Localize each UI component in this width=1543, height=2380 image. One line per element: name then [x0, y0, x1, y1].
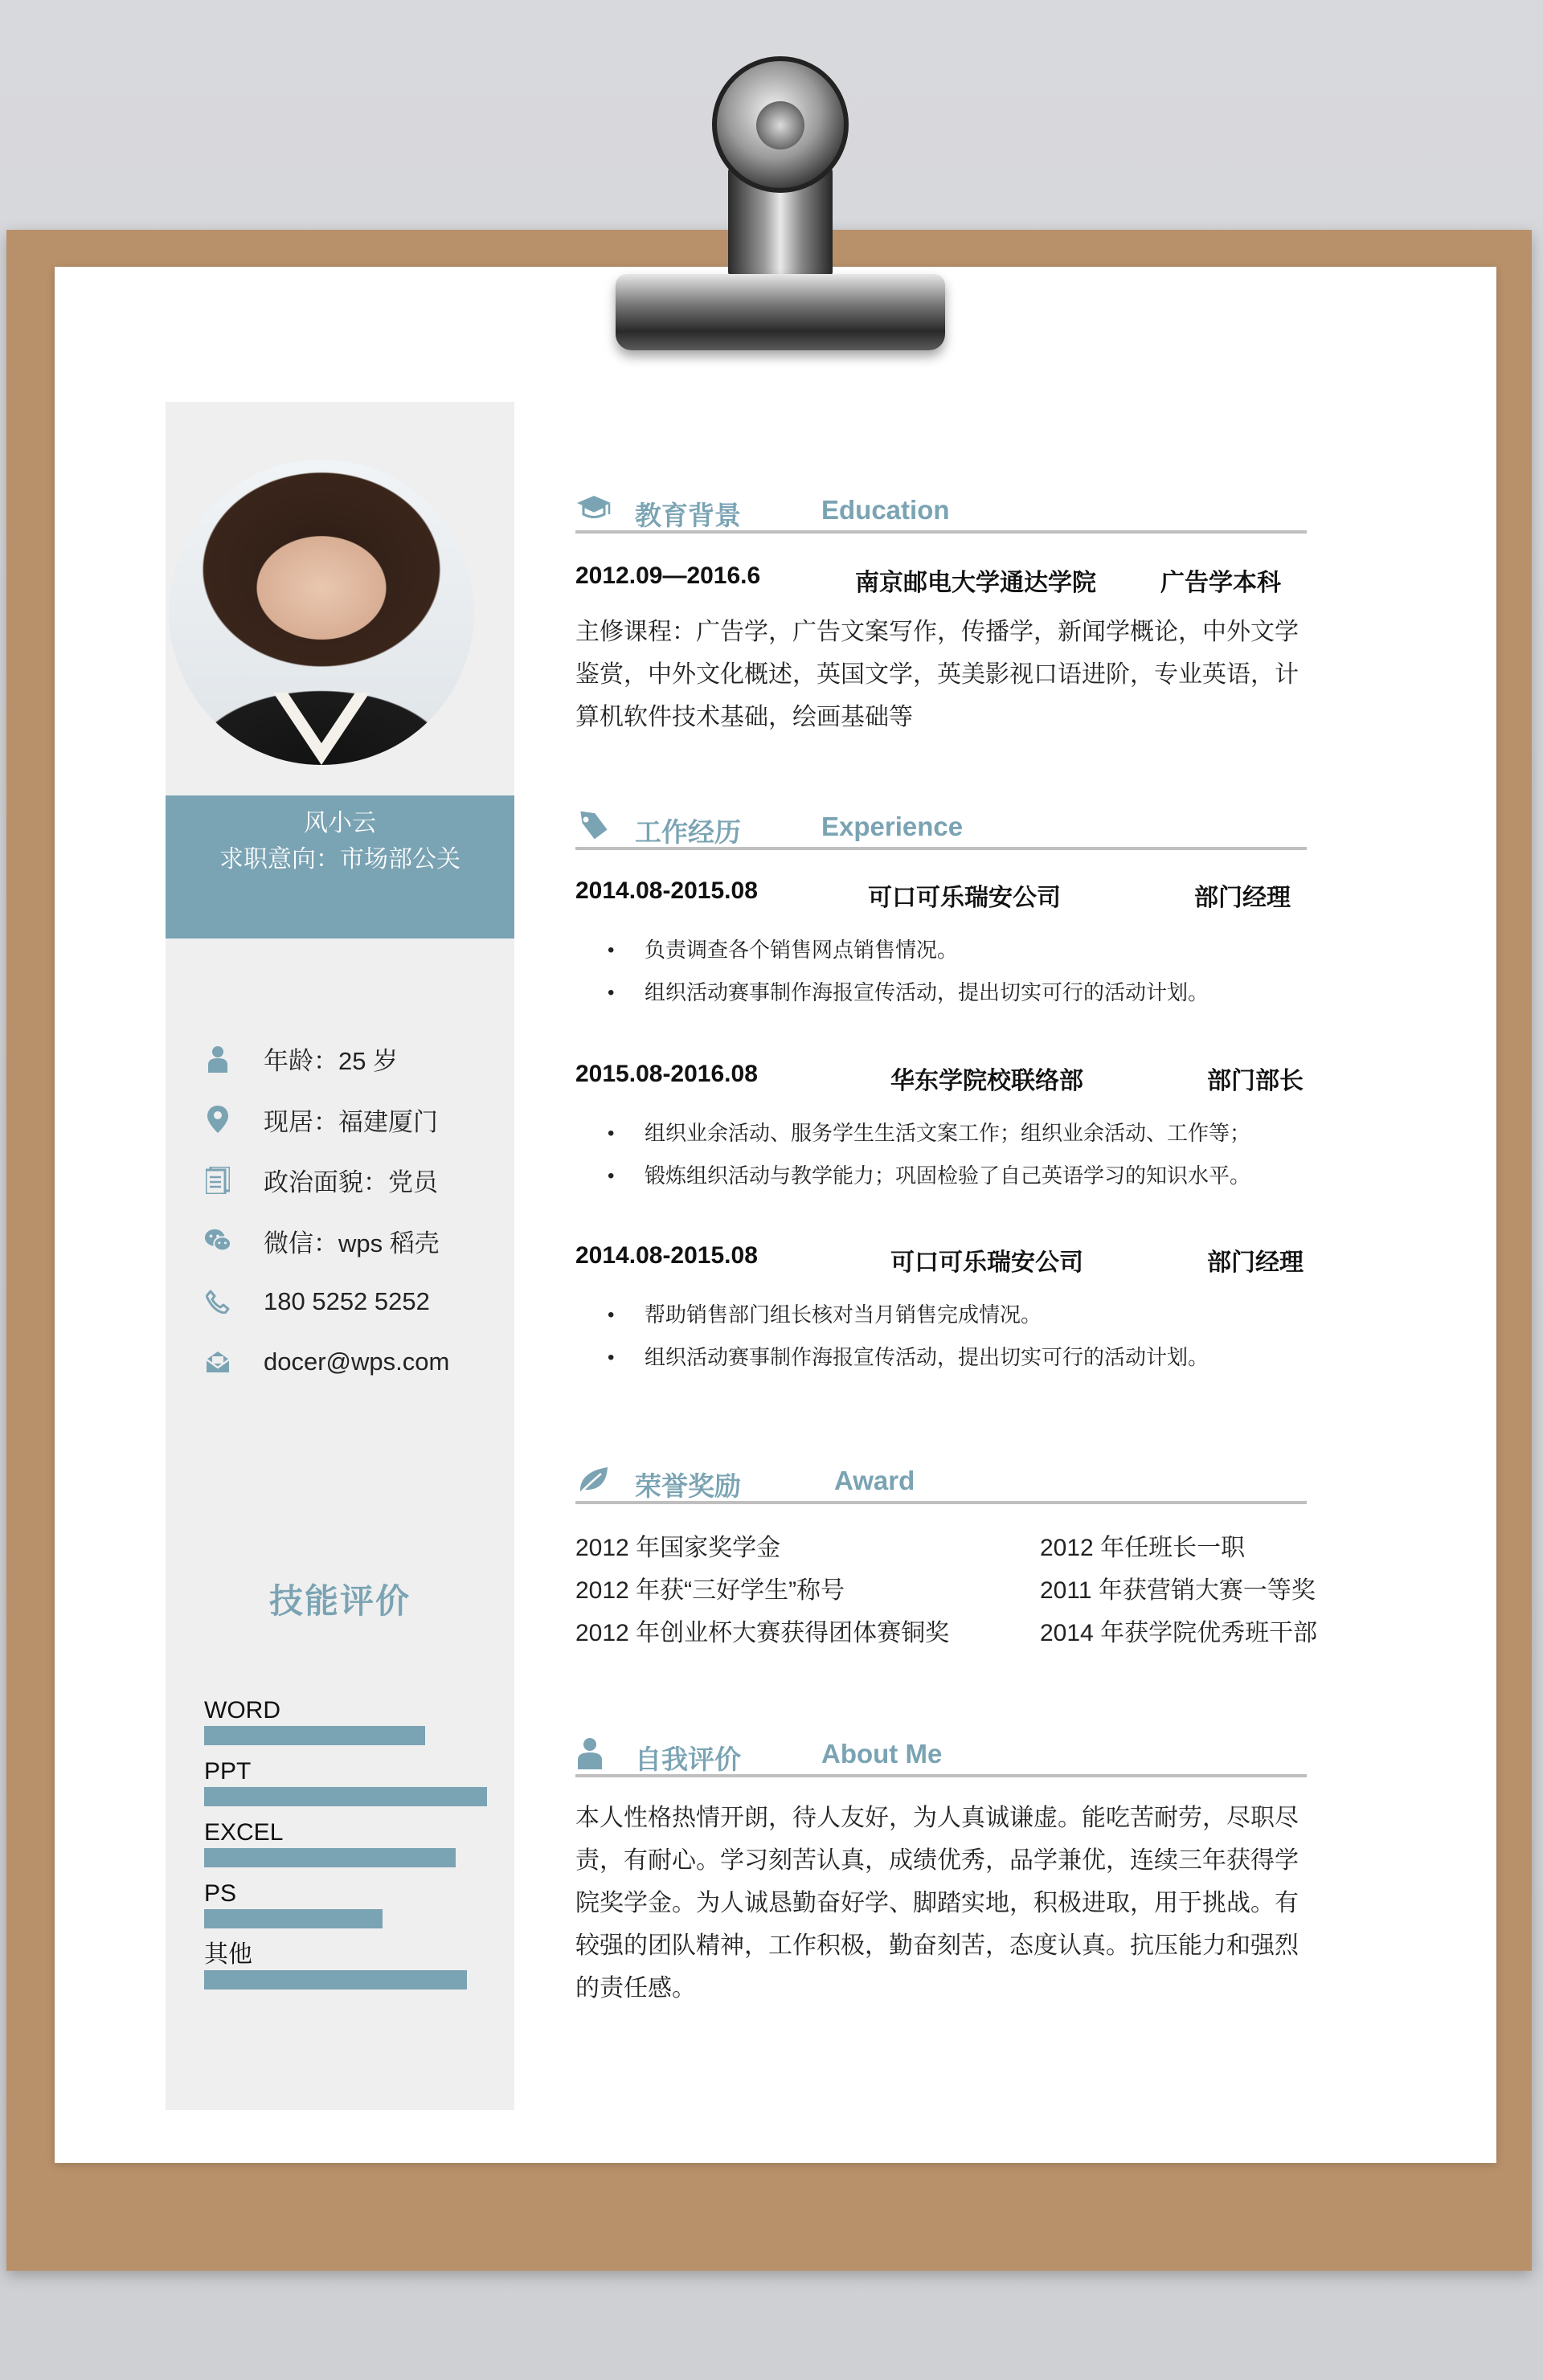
job-bullets	[608, 929, 1209, 1014]
list-item: 2011 年获营销大赛一等奖	[1040, 1577, 1316, 1604]
awards-header: 荣誉奖励 Award	[575, 1462, 1307, 1504]
mail-icon	[204, 1348, 231, 1376]
education-courses: 主修课程：广告学，广告文案写作，传播学，新闻学概论，中外文学鉴赏，中外文化概述，英国文学，英美影视口语进阶，专业英语，计算机软件技术基础，绘画基础等	[575, 619, 1299, 730]
profile-photo	[169, 460, 474, 765]
candidate-name: 风小云	[304, 810, 376, 836]
job-bullets	[608, 1294, 1209, 1379]
skill-bar	[204, 1787, 487, 1806]
list-item: • 组织活动赛事制作海报宣传活动，提出切实可行的活动计划。	[608, 971, 1209, 1014]
about-text: 本人性格热情开朗，待人友好，为人真诚谦虚。能吃苦耐劳，尽职尽责，有耐心。学习刻苦认真，成绩优秀，品学兼优，连续三年获得学院奖学金。为人诚恳勤奋好学、脚踏实地，积极进取，用于挑战。有较强的团队精神，工作积极，勤奋刻苦，态度认真。抗压能力和强烈的责任感。	[575, 1805, 1299, 2002]
awards-left-column	[575, 1527, 949, 1654]
about-header: 自我评价 About Me	[575, 1736, 1307, 1777]
person-icon	[575, 1737, 612, 1769]
personal-info-list	[204, 1028, 449, 1392]
info-phone: 180 5252 5252	[204, 1271, 449, 1332]
info-political: 政治面貌：党员	[204, 1150, 449, 1211]
skill-ppt: PPT	[204, 1756, 487, 1806]
education-row: 2012.09—2016.6 南京邮电大学通达学院 广告学本科	[575, 562, 1281, 596]
list-item: • 帮助销售部门组长核对当月销售完成情况。	[608, 1294, 1209, 1336]
wechat-icon	[204, 1227, 231, 1254]
list-item: • 组织活动赛事制作海报宣传活动，提出切实可行的活动计划。	[608, 1336, 1209, 1379]
list-item: 2012 年获“三好学生”称号	[575, 1577, 845, 1604]
job-row: 2014.08-2015.08 可口可乐瑞安公司 部门经理	[575, 1242, 1304, 1276]
skill-other: 其他	[204, 1940, 467, 1989]
resume-sidebar	[166, 402, 514, 2110]
job-row: 2015.08-2016.08 华东学院校联络部 部门部长	[575, 1061, 1304, 1094]
experience-header: 工作经历 Experience	[575, 808, 1307, 850]
skill-bar	[204, 1848, 456, 1867]
skill-bar	[204, 1909, 383, 1928]
skill-word: WORD	[204, 1695, 425, 1745]
skill-excel: EXCEL	[204, 1818, 456, 1867]
info-location: 现居：福建厦门	[204, 1090, 449, 1151]
job-bullets	[608, 1112, 1250, 1197]
tag-icon	[575, 810, 612, 842]
skill-ps: PS	[204, 1879, 383, 1928]
education-header: 教育背景 Education	[575, 492, 1307, 534]
job-objective: 求职意向：市场部公关	[219, 846, 460, 873]
list-item: 2014 年获学院优秀班干部	[1040, 1620, 1318, 1646]
leaf-icon	[575, 1464, 612, 1496]
skill-bar	[204, 1970, 467, 1989]
graduation-cap-icon	[575, 493, 612, 525]
skill-bar	[204, 1726, 425, 1745]
list-item: • 锻炼组织活动与教学能力；巩固检验了自己英语学习的知识水平。	[608, 1155, 1250, 1197]
list-item: 2012 年国家奖学金	[575, 1535, 781, 1561]
list-item: • 组织业余活动、服务学生生活文案工作；组织业余活动、工作等；	[608, 1112, 1250, 1155]
name-band	[166, 795, 514, 939]
document-icon	[204, 1167, 231, 1194]
awards-right-column	[1040, 1527, 1317, 1654]
binder-clip-icon	[575, 45, 953, 354]
info-email: docer@wps.com	[204, 1332, 449, 1393]
person-icon	[204, 1045, 231, 1073]
location-pin-icon	[204, 1106, 231, 1133]
skills-title: 技能评价	[268, 1582, 411, 1620]
info-wechat: 微信：wps 稻壳	[204, 1211, 449, 1272]
info-age: 年龄：25 岁	[204, 1028, 449, 1090]
list-item: 2012 年任班长一职	[1040, 1535, 1246, 1561]
job-row: 2014.08-2015.08 可口可乐瑞安公司 部门经理	[575, 877, 1291, 911]
phone-icon	[204, 1288, 231, 1315]
list-item: 2012 年创业杯大赛获得团体赛铜奖	[575, 1620, 950, 1646]
list-item: • 负责调查各个销售网点销售情况。	[608, 929, 1209, 971]
